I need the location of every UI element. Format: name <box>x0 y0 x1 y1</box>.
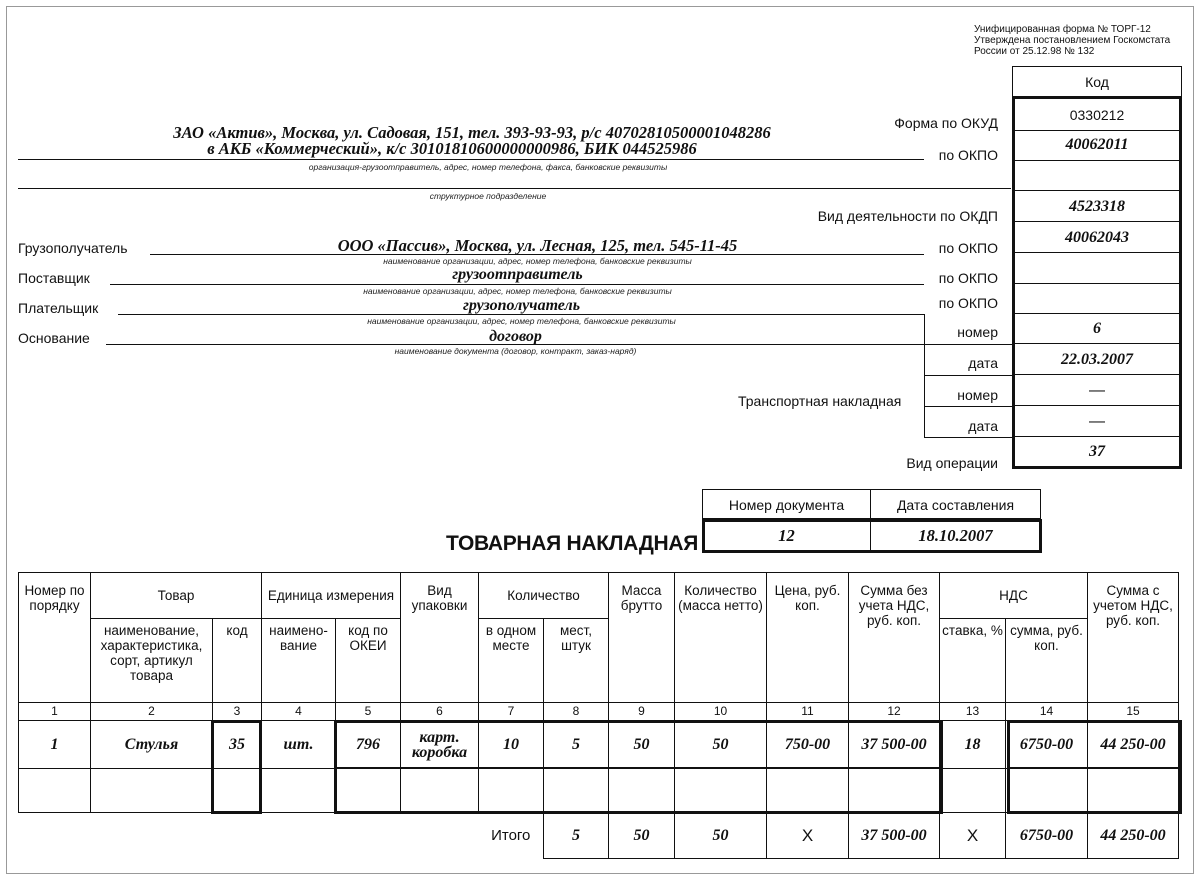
structural-underline <box>18 188 1011 189</box>
blank-code-value <box>1013 161 1181 191</box>
doc-date-header: Дата составления <box>870 489 1041 519</box>
cell-code: 35 <box>213 721 262 769</box>
form-header <box>974 24 1170 57</box>
h-sum-w: Сумма с учетом НДС, руб. коп. <box>1088 573 1179 703</box>
cell-unit: шт. <box>262 721 336 769</box>
total-vat-sum: 6750-00 <box>1006 813 1088 859</box>
operation-label: Вид операции <box>906 455 998 471</box>
cell-gross: 50 <box>609 721 675 769</box>
total-gross: 50 <box>609 813 675 859</box>
s-unit-name: наимено-вание <box>262 619 336 703</box>
s-code: код <box>213 619 262 703</box>
column-numbers-row <box>19 703 1179 721</box>
colnum: 12 <box>849 703 940 721</box>
items-table <box>18 572 1179 859</box>
h-price: Цена, руб. коп. <box>767 573 849 703</box>
payer-value: грузополучатель <box>462 297 581 314</box>
operation-value: 37 <box>1089 443 1105 460</box>
transport-bracket-bottom <box>924 437 1012 438</box>
h-num: Номер по порядку <box>19 573 91 703</box>
transport-bracket-mid <box>924 406 1012 407</box>
cell-rate: 18 <box>940 721 1006 769</box>
basis-bracket-bottom <box>924 375 1012 376</box>
total-sum-w: 44 250-00 <box>1088 813 1179 859</box>
basis-label: Основание <box>18 330 90 346</box>
document-title: ТОВАРНАЯ НАКЛАДНАЯ <box>446 532 699 555</box>
supplier-underline <box>110 284 924 285</box>
s-okei: код по ОКЕИ <box>336 619 401 703</box>
colnum: 10 <box>675 703 767 721</box>
colnum: 4 <box>262 703 336 721</box>
okdp-value: 4523318 <box>1013 191 1181 222</box>
basis-bracket-mid <box>924 344 1012 345</box>
okud-value: 0330212 <box>1013 99 1181 131</box>
supplier-value: грузоотправитель <box>452 266 583 283</box>
cell-net: 50 <box>675 721 767 769</box>
h-sum-wo: Сумма без учета НДС, руб. коп. <box>849 573 940 703</box>
vat-frame-mid <box>1007 767 1182 769</box>
table-row <box>19 721 1179 769</box>
cell-price: 750-00 <box>767 721 849 769</box>
cell-num: 1 <box>19 721 91 769</box>
form-header-line3: России от 25.12.98 № 132 <box>974 46 1095 57</box>
s-places: мест, штук <box>544 619 609 703</box>
doc-number-header: Номер документа <box>702 489 871 519</box>
consignee-label: Грузополучатель <box>18 240 128 256</box>
okud-label: Форма по ОКУД <box>894 115 998 131</box>
colnum: 2 <box>91 703 213 721</box>
s-name: наименование, характеристика, сорт, артикул товара <box>91 619 213 703</box>
h-qty: Количество <box>479 573 609 619</box>
okpo-supplier-value <box>1013 253 1181 284</box>
okpo-payer-value <box>1013 284 1181 314</box>
totals-label: Итого <box>479 813 544 859</box>
supplier-caption: наименование организации, адрес, номер телефона, банковские реквизиты <box>363 286 672 296</box>
s-per-place: в одном месте <box>479 619 544 703</box>
total-rate: Х <box>940 813 1006 859</box>
form-header-line2: Утверждена постановлением Госкомстата <box>974 35 1171 46</box>
okdp-label: Вид деятельности по ОКДП <box>817 208 998 224</box>
okpo-shipper-value: 40062011 <box>1013 131 1181 161</box>
cell-vat-sum: 6750-00 <box>1006 721 1088 769</box>
totals-row <box>19 813 1179 859</box>
doc-number-value: 12 <box>778 526 795 545</box>
basis-number-value: 6 <box>1013 314 1181 344</box>
consignee-underline <box>150 254 924 255</box>
colnum: 13 <box>940 703 1006 721</box>
okpo-payer-label: по ОКПО <box>938 295 998 311</box>
colnum: 1 <box>19 703 91 721</box>
transport-date-label: дата <box>968 418 998 434</box>
h-gross: Масса брутто <box>609 573 675 703</box>
colnum: 5 <box>336 703 401 721</box>
cell-sum-wo: 37 500-00 <box>849 721 940 769</box>
colnum: 8 <box>544 703 609 721</box>
basis-date-label: дата <box>968 355 998 371</box>
colnum: 14 <box>1006 703 1088 721</box>
basis-date-value: 22.03.2007 <box>1013 344 1181 375</box>
basis-caption: наименование документа (договор, контракт, заказ-наряд) <box>394 346 637 356</box>
cell-places: 5 <box>544 721 609 769</box>
cell-per-place: 10 <box>479 721 544 769</box>
supplier-label: Поставщик <box>18 270 90 286</box>
consignee-value: ООО «Пассив», Москва, ул. Лесная, 125, тел. 545-11-45 <box>337 236 738 255</box>
colnum: 3 <box>213 703 262 721</box>
h-goods: Товар <box>91 573 262 619</box>
code-header: Код <box>1012 66 1182 96</box>
okpo-supplier-label: по ОКПО <box>938 270 998 286</box>
colnum: 11 <box>767 703 849 721</box>
structural-caption: структурное подразделение <box>429 191 547 201</box>
form-header-line1: Унифицированная форма № ТОРГ-12 <box>974 24 1151 35</box>
transport-number-label: номер <box>957 387 998 403</box>
payer-caption: наименование организации, адрес, номер телефона, банковские реквизиты <box>367 316 676 326</box>
basis-underline <box>106 344 924 345</box>
cell-pack: карт. коробка <box>401 721 479 769</box>
colnum: 7 <box>479 703 544 721</box>
s-rate: ставка, % <box>940 619 1006 703</box>
colnum: 15 <box>1088 703 1179 721</box>
values-frame-mid <box>334 767 943 769</box>
transport-date-value: — <box>1013 406 1181 437</box>
total-net: 50 <box>675 813 767 859</box>
table-row-empty <box>19 769 1179 813</box>
shipper-block <box>18 125 926 157</box>
okpo-consignee-value: 40062043 <box>1013 222 1181 253</box>
transport-label: Транспортная накладная <box>738 393 902 409</box>
shipper-caption: организация-грузоотправитель, адрес, номер телефона, факса, банковские реквизиты <box>308 162 668 172</box>
basis-number-label: номер <box>957 324 998 340</box>
shipper-line1: ЗАО «Актив», Москва, ул. Садовая, 151, тел. 393-93-93, р/с 40702810500001048286 <box>173 123 771 142</box>
consignee-caption: наименование организации, адрес, номер телефона, банковские реквизиты <box>383 256 692 266</box>
payer-label: Плательщик <box>18 300 99 316</box>
h-net: Количество (масса нетто) <box>675 573 767 703</box>
okpo-shipper-label: по ОКПО <box>938 147 998 163</box>
total-sum-wo: 37 500-00 <box>849 813 940 859</box>
colnum: 6 <box>401 703 479 721</box>
transport-number-value: — <box>1013 375 1181 406</box>
total-price: Х <box>767 813 849 859</box>
basis-value: договор <box>489 328 542 345</box>
cell-sum-w: 44 250-00 <box>1088 721 1179 769</box>
shipper-line2: в АКБ «Коммерческий», к/с 30101810600000000986, БИК 044525986 <box>207 139 697 158</box>
cell-okei: 796 <box>336 721 401 769</box>
colnum: 9 <box>609 703 675 721</box>
shipper-underline <box>18 159 924 160</box>
payer-underline <box>118 314 924 315</box>
h-pack: Вид упаковки <box>401 573 479 703</box>
doc-date-value: 18.10.2007 <box>918 526 993 545</box>
total-places: 5 <box>544 813 609 859</box>
s-vat-sum: сумма, руб. коп. <box>1006 619 1088 703</box>
h-vat: НДС <box>940 573 1088 619</box>
h-unit: Единица измерения <box>262 573 401 619</box>
cell-name: Стулья <box>91 721 213 769</box>
okpo-consignee-label: по ОКПО <box>938 240 998 256</box>
